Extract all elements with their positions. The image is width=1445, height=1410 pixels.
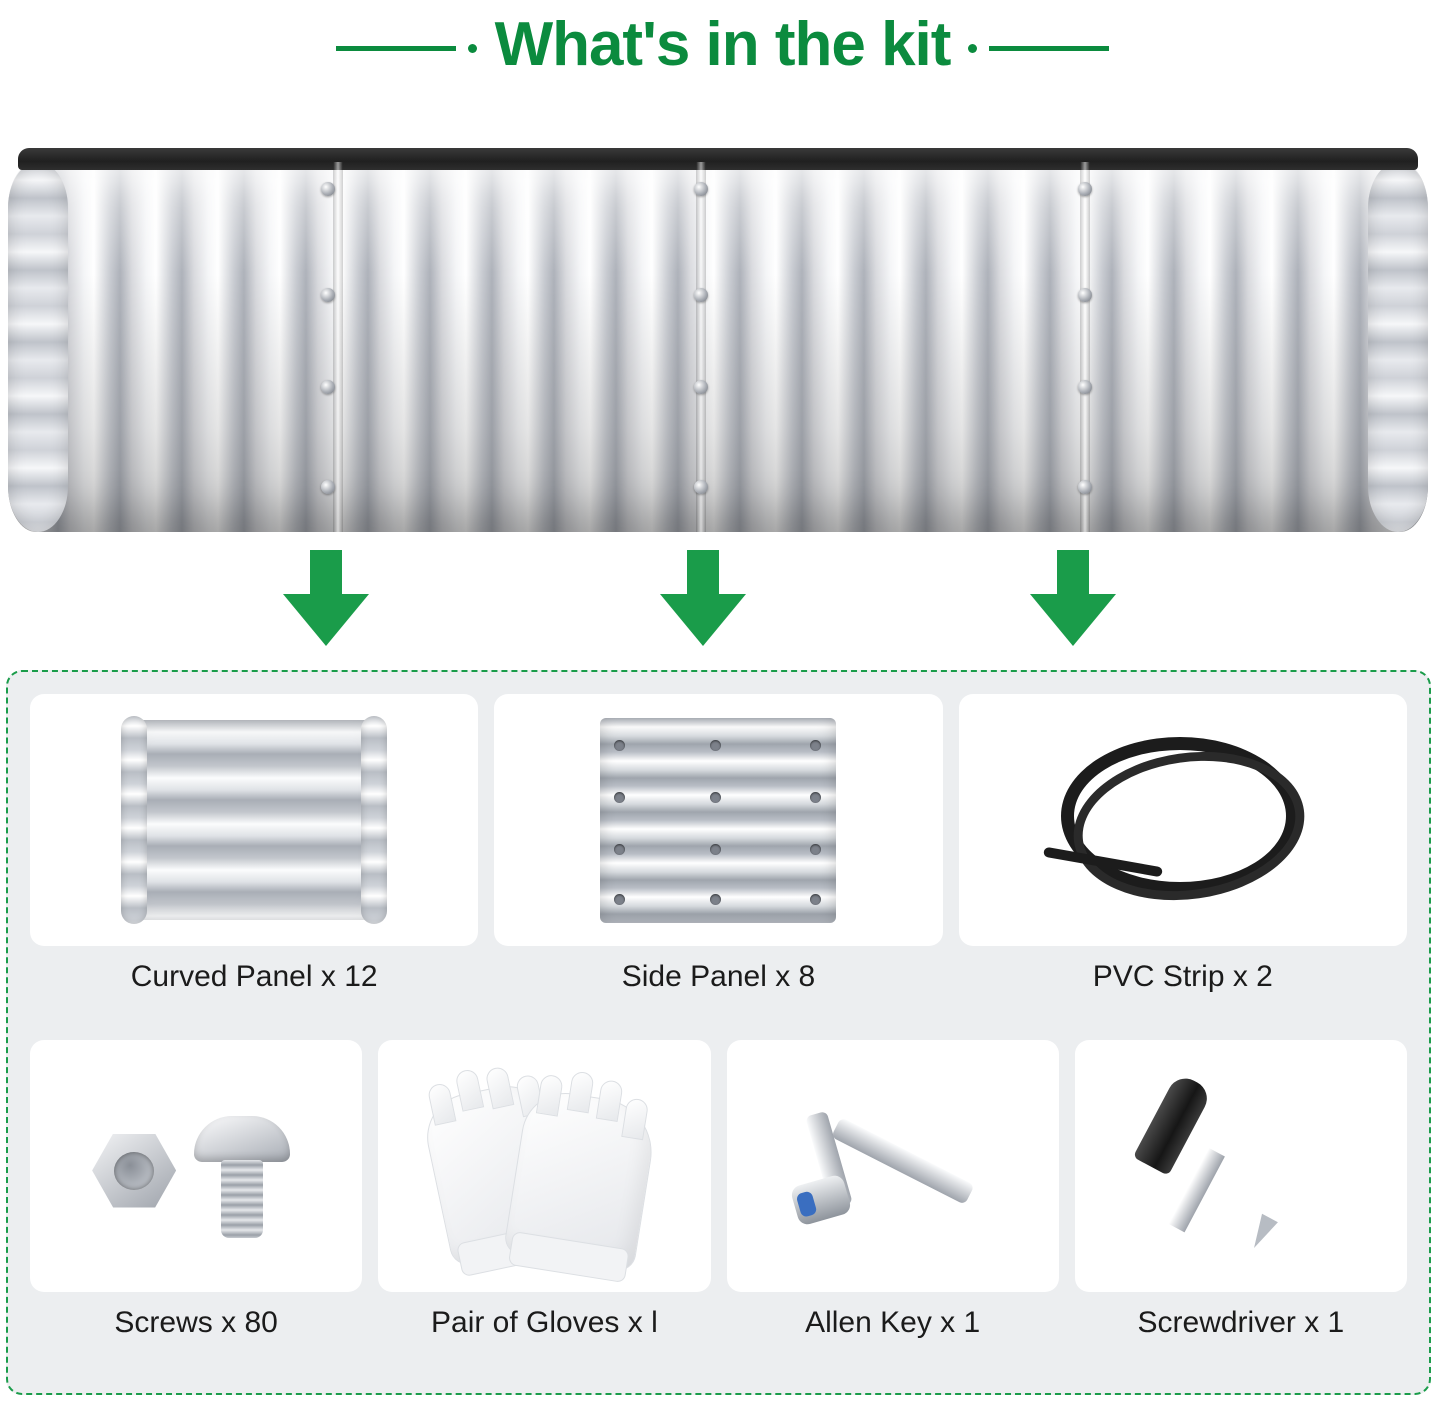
screw-dot	[321, 480, 335, 494]
screwdriver-thumbnail	[1075, 1040, 1407, 1292]
gloves-thumbnail	[378, 1040, 710, 1292]
kit-item-label: Side Panel x 8	[621, 960, 816, 993]
screws-thumbnail	[30, 1040, 362, 1292]
panel-seam-3	[1080, 162, 1090, 532]
screw-dot	[1078, 288, 1092, 302]
down-arrow-icon-3	[1030, 550, 1116, 646]
side-panel-icon	[600, 718, 836, 923]
kit-item-curved-panel	[30, 694, 478, 1026]
kit-item-label: Screws x 80	[114, 1305, 278, 1339]
pvc-strip-icon	[1043, 725, 1323, 915]
screw-dot	[694, 182, 708, 196]
screw-dot	[694, 480, 708, 494]
allen-key-thumbnail	[727, 1040, 1059, 1292]
product-image	[8, 140, 1428, 540]
kit-item-pvc-strip	[959, 694, 1407, 1026]
kit-item-label: Pair of Gloves x l	[431, 1305, 658, 1339]
screwdriver-icon	[1131, 1066, 1351, 1266]
right-decoration-icon	[968, 44, 1109, 53]
screw-dot	[1078, 480, 1092, 494]
screw-dot	[694, 380, 708, 394]
kit-item-gloves	[378, 1040, 710, 1372]
kit-item-label: Curved Panel x 12	[130, 960, 378, 993]
kit-item-label: PVC Strip x 2	[1092, 960, 1273, 993]
kit-item-label: Screwdriver x 1	[1137, 1305, 1345, 1339]
garden-bed-right-end	[1368, 162, 1428, 532]
screw-dot	[694, 288, 708, 302]
garden-bed-top-rail	[18, 148, 1418, 170]
screw-dot	[321, 288, 335, 302]
garden-bed-body	[8, 162, 1428, 532]
screw-dot	[1078, 380, 1092, 394]
page-title: What's in the kit	[494, 10, 951, 79]
kit-item-side-panel	[494, 694, 942, 1026]
page-header	[0, 0, 1445, 90]
screws-icon	[76, 1076, 316, 1256]
screw-dot	[1078, 182, 1092, 196]
down-arrow-icon-1	[283, 550, 369, 646]
left-decoration-icon	[336, 44, 477, 53]
kit-contents-panel	[6, 670, 1431, 1395]
curved-panel-icon	[129, 720, 379, 920]
side-panel-thumbnail	[494, 694, 942, 946]
down-arrow-icon-2	[660, 550, 746, 646]
panel-seam-1	[333, 162, 343, 532]
pvc-strip-thumbnail	[959, 694, 1407, 946]
screw-dot	[321, 380, 335, 394]
curved-panel-thumbnail	[30, 694, 478, 946]
garden-bed-left-end	[8, 162, 68, 532]
allen-key-icon	[778, 1076, 1008, 1256]
gloves-icon	[419, 1066, 669, 1266]
kit-item-screws	[30, 1040, 362, 1372]
kit-item-screwdriver	[1075, 1040, 1407, 1372]
screw-dot	[321, 182, 335, 196]
kit-item-allen-key	[727, 1040, 1059, 1372]
panel-seam-2	[696, 162, 706, 532]
kit-item-label: Allen Key x 1	[805, 1305, 981, 1339]
